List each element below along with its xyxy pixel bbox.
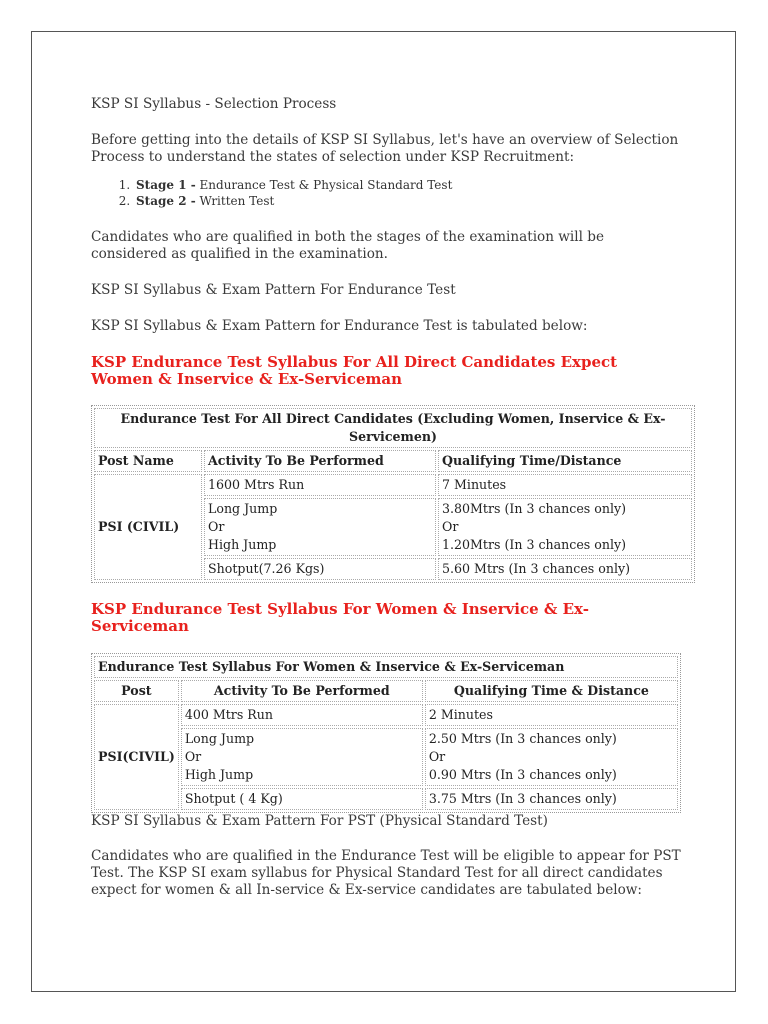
qualifying-cell xyxy=(425,728,678,786)
pst-paragraph: Candidates who are qualified in the Endurance Test will be eligible to appear for PST Test. The KSP SI exam syllabus for Physical Standard Test for all direct candidates expect for women & all In-service & Ex-service candidates are tabulated below: xyxy=(91,848,681,898)
qualifying-cell: 2 Minutes xyxy=(425,704,678,726)
activity-line: High Jump xyxy=(184,767,254,782)
activity-cell: 1600 Mtrs Run xyxy=(204,474,436,496)
post-cell: PSI (CIVIL) xyxy=(94,474,202,580)
column-header: Activity To Be Performed xyxy=(181,680,423,702)
table-row xyxy=(94,408,692,448)
table-row xyxy=(94,474,692,496)
stage-title: Stage 2 - xyxy=(136,194,196,208)
table-caption: Endurance Test Syllabus For Women & Inservice & Ex-Serviceman xyxy=(94,656,678,678)
activity-cell: Shotput ( 4 Kg) xyxy=(181,788,423,810)
stage-text: Written Test xyxy=(195,194,275,208)
list-item xyxy=(134,177,681,193)
column-header: Post Name xyxy=(94,450,202,472)
column-header: Post xyxy=(94,680,179,702)
table1-red-title: KSP Endurance Test Syllabus For All Direct Candidates Expect Women & Inservice & Ex-Serviceman xyxy=(91,353,618,388)
table-header-row xyxy=(94,680,678,702)
qualified-paragraph: Candidates who are qualified in both the stages of the examination will be considered as qualified in the examination. xyxy=(91,229,605,262)
post-cell: PSI(CIVIL) xyxy=(94,704,179,810)
endurance-table-women xyxy=(91,653,681,813)
qualifying-line: 3.80Mtrs (In 3 chances only) xyxy=(442,501,627,516)
stage-text: Endurance Test & Physical Standard Test xyxy=(195,178,453,192)
column-header: Activity To Be Performed xyxy=(204,450,436,472)
qualifying-line: 1.20Mtrs (In 3 chances only) xyxy=(442,537,627,552)
activity-line: Or xyxy=(208,519,225,534)
column-header: Qualifying Time/Distance xyxy=(438,450,692,472)
activity-line: High Jump xyxy=(208,537,277,552)
activity-cell xyxy=(204,498,436,556)
intro-paragraph: Before getting into the details of KSP SI Syllabus, let's have an overview of Selection Process to understand the states of selection under KSP Recruitment: xyxy=(91,132,679,165)
qualifying-line: 2.50 Mtrs (In 3 chances only) xyxy=(428,731,617,746)
activity-cell: 400 Mtrs Run xyxy=(181,704,423,726)
list-item xyxy=(134,193,681,209)
activity-line: Or xyxy=(184,749,202,764)
table-caption: Endurance Test For All Direct Candidates (Excluding Women, Inservice & Ex-Servicemen) xyxy=(94,408,692,448)
table-header-row xyxy=(94,450,692,472)
stage-title: Stage 1 - xyxy=(136,178,196,192)
endurance-intro: KSP SI Syllabus & Exam Pattern for Endurance Test is tabulated below: xyxy=(91,318,588,334)
section-heading: KSP SI Syllabus - Selection Process xyxy=(91,96,337,112)
document-page xyxy=(31,31,736,992)
activity-cell: Shotput(7.26 Kgs) xyxy=(204,558,436,580)
qualifying-line: Or xyxy=(428,749,446,764)
table-row xyxy=(94,728,678,786)
table-row xyxy=(94,704,678,726)
activity-line: Long Jump xyxy=(208,501,278,516)
qualifying-cell: 7 Minutes xyxy=(438,474,692,496)
table-row xyxy=(94,656,678,678)
endurance-heading: KSP SI Syllabus & Exam Pattern For Endurance Test xyxy=(91,282,456,298)
activity-line: Long Jump xyxy=(184,731,255,746)
stage-list xyxy=(91,177,681,209)
qualifying-cell: 3.75 Mtrs (In 3 chances only) xyxy=(425,788,678,810)
qualifying-line: 0.90 Mtrs (In 3 chances only) xyxy=(428,767,617,782)
qualifying-cell xyxy=(438,498,692,556)
table-row xyxy=(94,788,678,810)
activity-cell xyxy=(181,728,423,786)
qualifying-cell: 5.60 Mtrs (In 3 chances only) xyxy=(438,558,692,580)
column-header: Qualifying Time & Distance xyxy=(425,680,678,702)
qualifying-line: Or xyxy=(442,519,459,534)
pst-heading: KSP SI Syllabus & Exam Pattern For PST (Physical Standard Test) xyxy=(91,813,548,829)
document-content xyxy=(91,96,681,899)
endurance-table-direct xyxy=(91,405,695,583)
table2-red-title: KSP Endurance Test Syllabus For Women & Inservice & Ex-Serviceman xyxy=(91,600,589,635)
